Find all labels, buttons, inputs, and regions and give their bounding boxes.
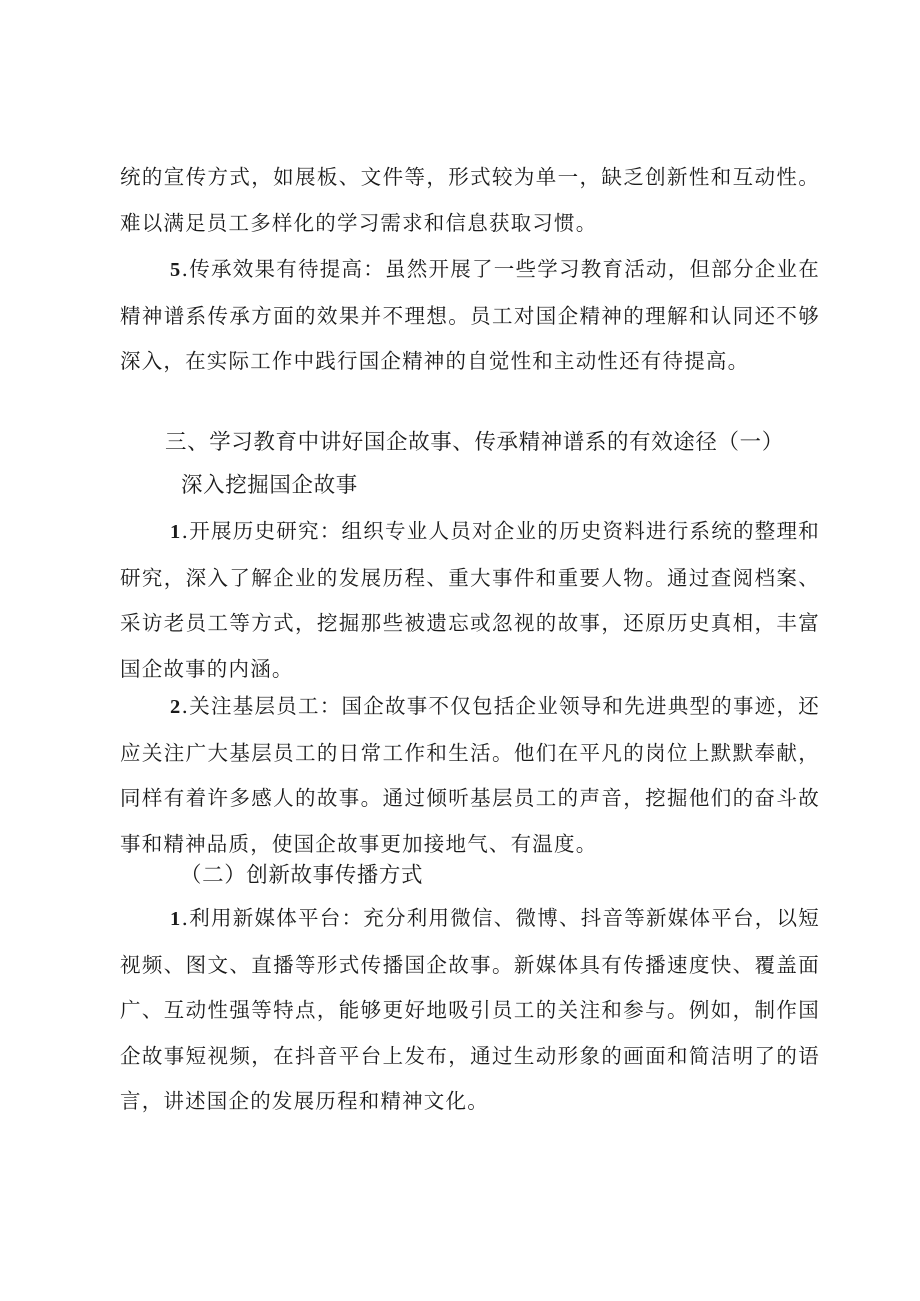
- subsection-heading-two: [180, 860, 423, 892]
- item-number: 1: [170, 521, 182, 543]
- subsection-heading-text: （二）创新故事传播方式: [180, 863, 424, 888]
- paragraph-item-2-grassroots: [120, 684, 820, 867]
- subsection-heading-one: [181, 470, 358, 502]
- section-heading-text: 三、学习教育中讲好国企故事、传承精神谱系的有效途径（一）: [165, 430, 784, 455]
- paragraph-text: .关注基层员工：国企故事不仅包括企业领导和先进典型的事迹，还应关注广大基层员工的日常工作和生活。他们在平凡的岗位上默默奉献，同样有着许多感人的故事。通过倾听基层员工的声音，挖掘他们的奋斗故事和精神品质，使国企故事更加接地气、有温度。: [120, 694, 820, 856]
- item-number: 5: [170, 259, 182, 281]
- paragraph-text: .利用新媒体平台：充分利用微信、微博、抖音等新媒体平台，以短视频、图文、直播等形式传播国企故事。新媒体具有传播速度快、覆盖面广、互动性强等特点，能够更好地吸引员工的关注和参与。例如，制作国企故事短视频，在抖音平台上发布，通过生动形象的画面和简洁明了的语言，讲述国企的发展历程和精神文化。: [120, 906, 820, 1114]
- item-number: 1: [170, 908, 182, 930]
- item-number: 2: [170, 696, 182, 718]
- paragraph-item-1-new-media: [120, 896, 820, 1125]
- paragraph-text: 统的宣传方式，如展板、文件等，形式较为单一，缺乏创新性和互动性。难以满足员工多样化的学习需求和信息获取习惯。: [120, 165, 820, 235]
- subsection-heading-text: 深入挖掘国企故事: [181, 473, 358, 498]
- paragraph-item-1-history: [120, 509, 820, 692]
- paragraph-text: .开展历史研究：组织专业人员对企业的历史资料进行系统的整理和研究，深入了解企业的发展历程、重大事件和重要人物。通过查阅档案、采访老员工等方式，挖掘那些被遗忘或忽视的故事，还原历史真相，丰富国企故事的内涵。: [120, 519, 820, 681]
- section-heading-three: [165, 427, 784, 459]
- paragraph-text: .传承效果有待提高：虽然开展了一些学习教育活动，但部分企业在精神谱系传承方面的效果并不理想。员工对国企精神的理解和认同还不够深入，在实际工作中践行国企精神的自觉性和主动性还有待提高。: [120, 257, 820, 374]
- paragraph-intro-continued: [120, 155, 820, 246]
- paragraph-item-5: [120, 247, 820, 385]
